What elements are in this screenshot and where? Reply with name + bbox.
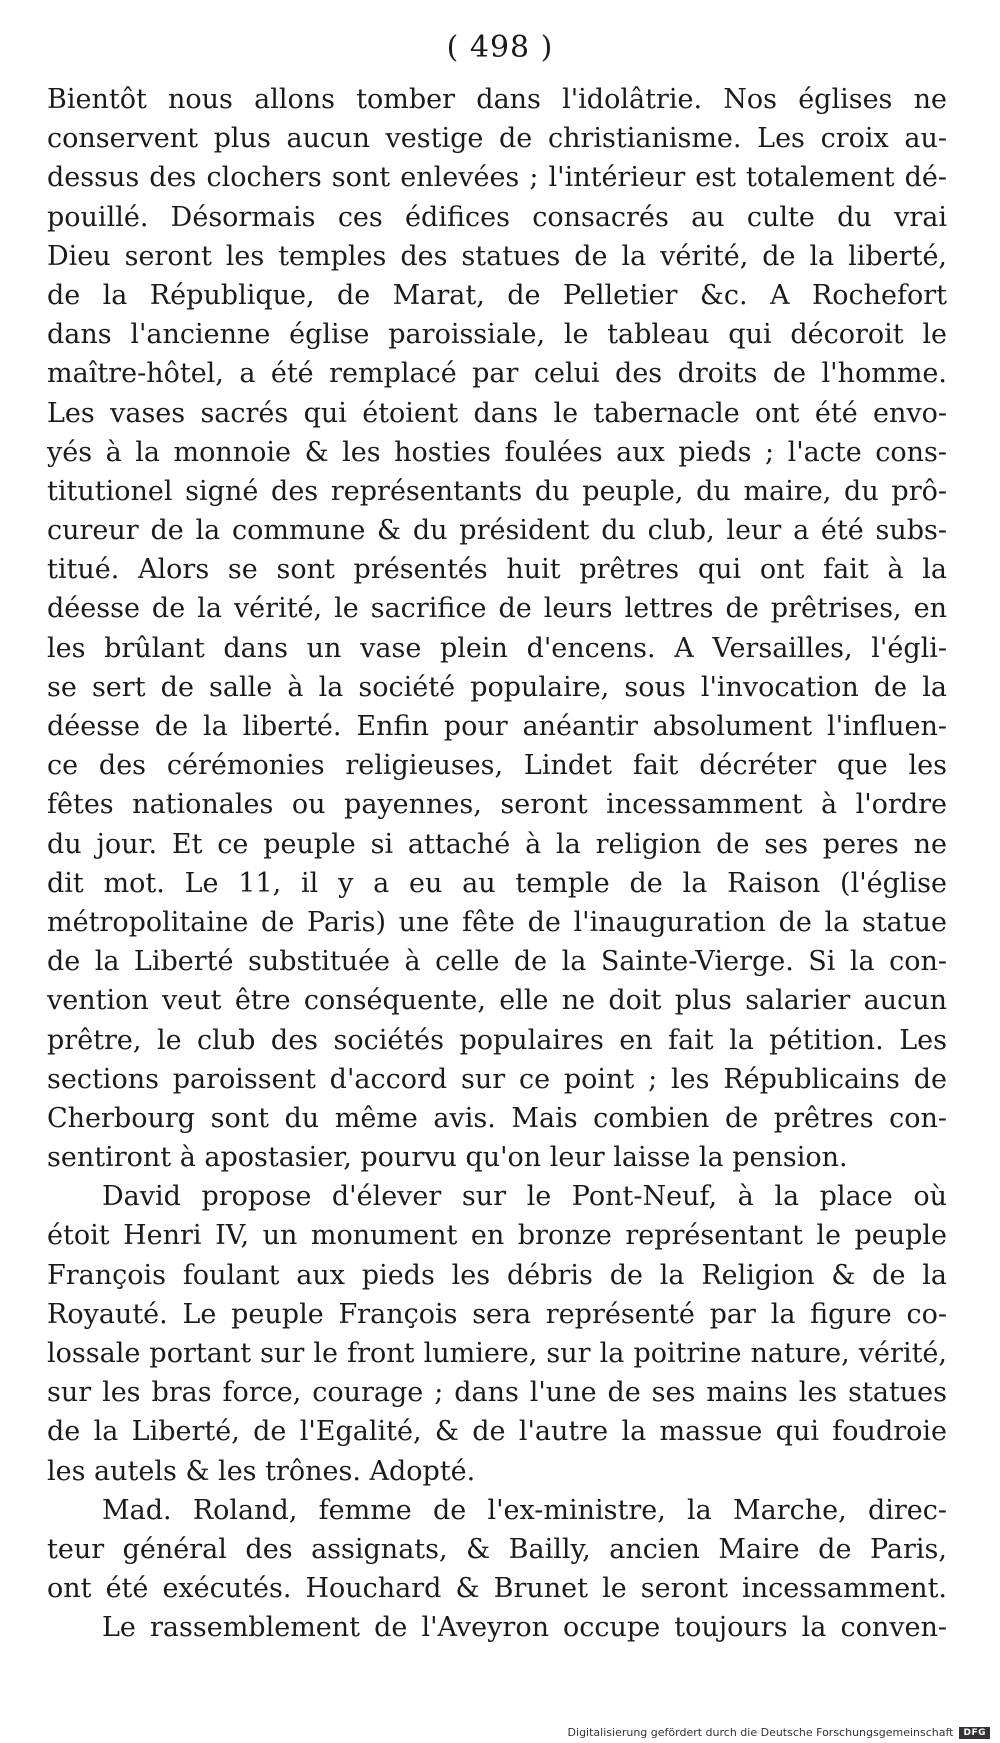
text-line: lossale portant sur le front lumiere, sur la poitrine nature, vérité, (47, 1338, 947, 1369)
text-line: dans l'ancienne église paroissiale, le tableau qui décoroit le (47, 319, 947, 351)
text-line: Le rassemblement de l'Aveyron occupe toujours la conven- (102, 1612, 947, 1644)
text-line: cureur de la commune & du président du club, leur a été subs- (47, 515, 947, 547)
text-line: Cherbourg sont du même avis. Mais combien de prêtres con- (47, 1102, 947, 1134)
text-line: déesse de la liberté. Enfin pour anéantir absolument l'influen- (47, 711, 947, 742)
text-line: titué. Alors se sont présentés huit prêtres qui ont fait à la (47, 554, 947, 586)
text-line: conservent plus aucun vestige de christianisme. Les croix au- (47, 123, 947, 155)
text-line: vention veut être conséquente, elle ne doit plus salarier aucun (47, 985, 947, 1017)
text-line: ont été exécutés. Houchard & Brunet le seront incessamment. (47, 1573, 947, 1605)
text-line: métropolitaine de Paris) une fête de l'inauguration de la statue (47, 906, 947, 938)
text-line: étoit Henri IV, un monument en bronze représentant le peuple (47, 1220, 947, 1252)
text-line: Dieu seront les temples des statues de la vérité, de la liberté, (47, 240, 947, 272)
text-line: dit mot. Le 11, il y a eu au temple de la Raison (l'église (47, 867, 947, 899)
body-text (47, 80, 947, 1648)
text-line: de la République, de Marat, de Pelletier &c. A Rochefort (47, 279, 947, 311)
text-line: sections paroissent d'accord sur ce point ; les Républicains de (47, 1063, 947, 1095)
text-line: teur général des assignats, & Bailly, ancien Maire de Paris, (47, 1533, 947, 1565)
text-line: Mad. Roland, femme de l'ex-ministre, la Marche, direc- (102, 1494, 947, 1526)
text-line: Les vases sacrés qui étoient dans le tabernacle ont été envo- (47, 397, 947, 429)
text-line: François foulant aux pieds les débris de la Religion & de la (47, 1259, 947, 1291)
text-line: titutionel signé des représentants du peuple, du maire, du prô- (47, 475, 947, 507)
text-line: prêtre, le club des sociétés populaires en fait la pétition. Les (47, 1024, 947, 1056)
text-line: Bientôt nous allons tomber dans l'idolâtrie. Nos églises ne (47, 84, 947, 115)
text-line: les brûlant dans un vase plein d'encens. A Versailles, l'égli- (47, 632, 947, 664)
text-line: sentiront à apostasier, pourvu qu'on leur laisse la pension. (47, 1142, 848, 1174)
text-line: dessus des clochers sont enlevées ; l'intérieur est totalement dé- (47, 162, 947, 194)
text-line: pouillé. Désormais ces édifices consacrés au culte du vrai (47, 201, 947, 233)
text-line: de la Liberté, de l'Egalité, & de l'autre la massue qui foudroie (47, 1416, 947, 1448)
text-line: yés à la monnoie & les hosties foulées aux pieds ; l'acte cons- (47, 436, 947, 468)
text-line: se sert de salle à la société populaire, sous l'invocation de la (47, 671, 947, 703)
text-line: maître-hôtel, a été remplacé par celui des droits de l'homme. (47, 358, 947, 390)
text-line: ce des cérémonies religieuses, Lindet fait décréter que les (47, 750, 947, 782)
text-line: déesse de la vérité, le sacrifice de leurs lettres de prêtrises, en (47, 593, 947, 625)
text-line: Royauté. Le peuple François sera représenté par la figure co- (47, 1298, 947, 1330)
text-line: fêtes nationales ou payennes, seront incessamment à l'ordre (47, 789, 947, 821)
digitization-footer (568, 1726, 990, 1739)
text-line: sur les bras force, courage ; dans l'une de ses mains les statues (47, 1377, 947, 1409)
dfg-logo-icon: DFG (959, 1727, 990, 1739)
text-line: les autels & les trônes. Adopté. (47, 1455, 476, 1487)
text-line: David propose d'élever sur le Pont-Neuf, à la place où (102, 1181, 947, 1213)
text-line: de la Liberté substituée à celle de la Sainte-Vierge. Si la con- (47, 946, 947, 978)
page-number: ( 498 ) (446, 30, 554, 65)
text-line: du jour. Et ce peuple si attaché à la religion de ses peres ne (47, 828, 947, 860)
footer-credit: Digitalisierung gefördert durch die Deutsche Forschungsgemeinschaft (567, 1726, 954, 1739)
